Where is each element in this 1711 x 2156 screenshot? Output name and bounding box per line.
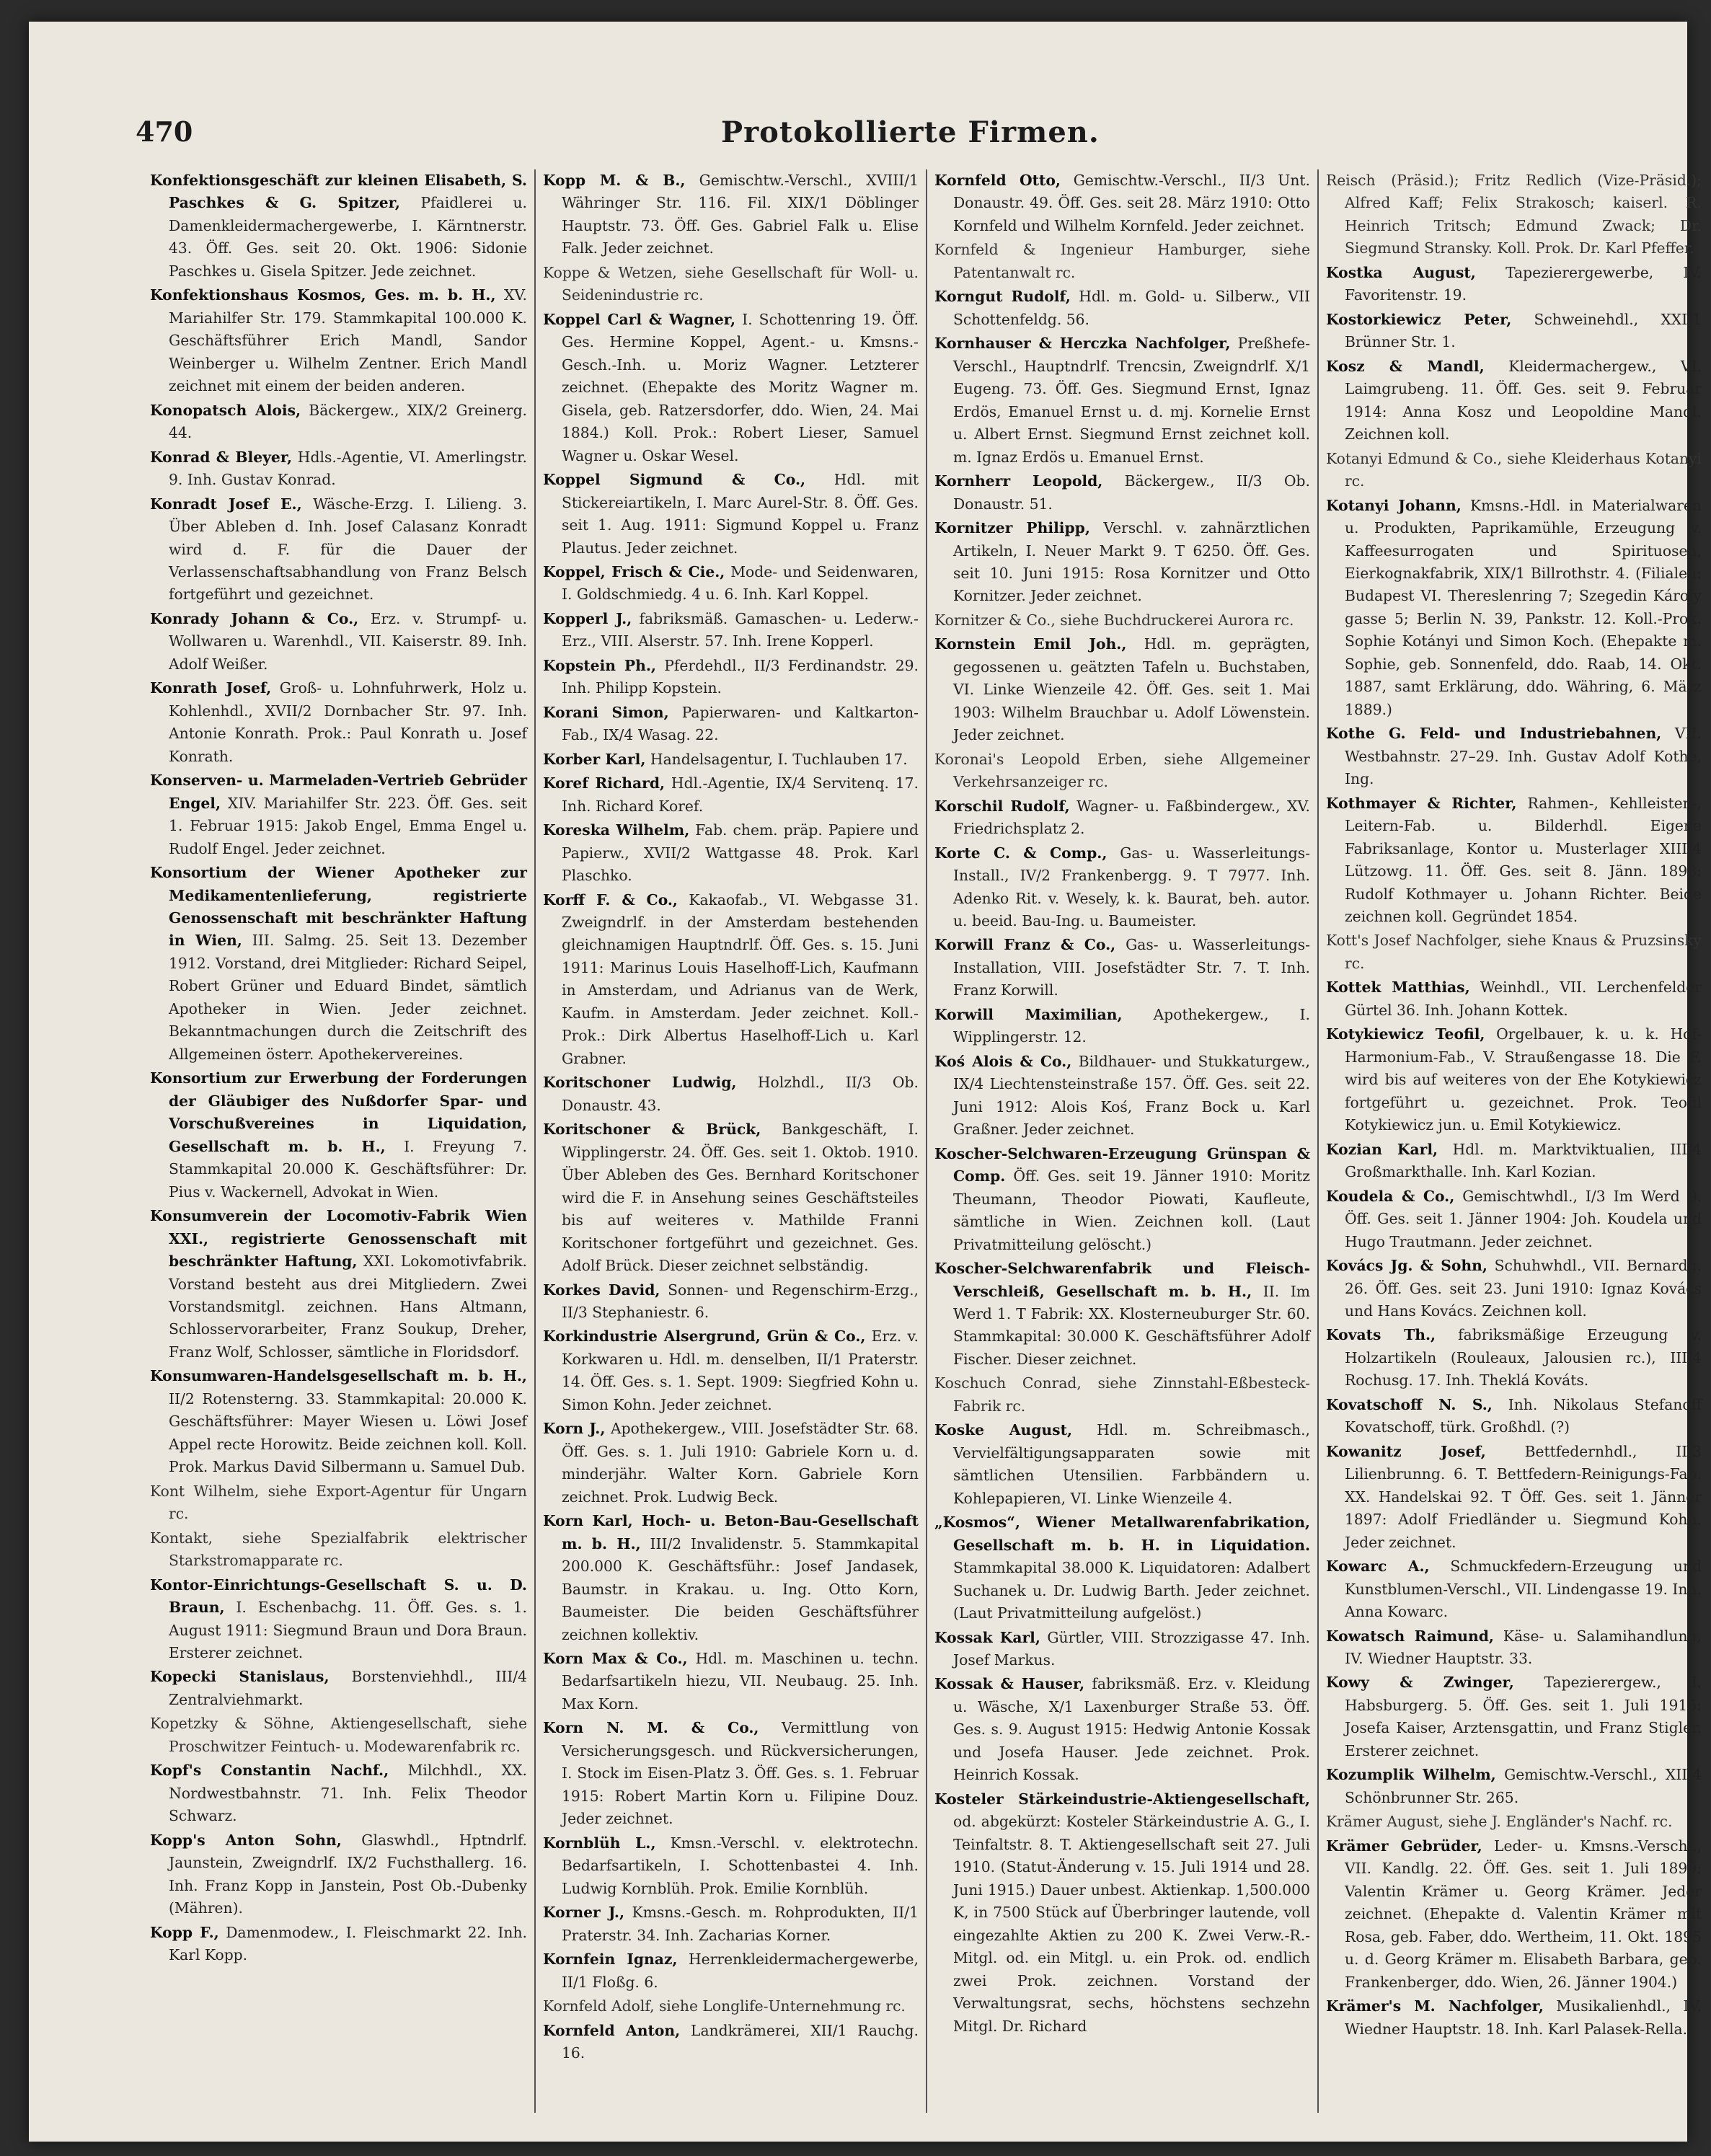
page-number: 470 xyxy=(136,115,193,148)
firm-details: Leder- u. Kmsns.-Verschl., VII. Kandlg. 22. Öff. Ges. seit 1. Juli 1899: Valentin Krämer u. Georg Krämer. Jeder zeichnet. (Ehepakte d. Valentin Krämer mit Rosa, geb. Faber, ddo. Wertheim, 11. Okt. 1895 u. d. Georg Krämer m. Elisabeth Barbara, geb. Frankenberger, ddo. Wien, 26. Jänner 1904.) xyxy=(1345,1837,1702,1991)
firm-entry xyxy=(1326,1625,1702,1671)
firm-entry xyxy=(934,239,1310,284)
firm-entry xyxy=(150,1365,527,1478)
firm-entry xyxy=(1326,1139,1702,1184)
firm-entry xyxy=(1326,1835,1702,1994)
firm-name: Konfektionshaus Kosmos, Ges. m. b. H., xyxy=(150,286,496,304)
firm-details: Glaswhdl., Hptndrlf. Jaunstein, Zweigndrlf. IX/2 Fuchsthallerg. 16. Inh. Franz Kopp in Janstein, Post Ob.-Dubenky (Mähren). xyxy=(169,1831,528,1917)
firm-details: Gemischtw.-Verschl., II/3 Unt. Donaustr. 49. Öff. Ges. seit 28. März 1910: Otto Kornfeld und Wilhelm Kornfeld. Jeder zeichnet. xyxy=(953,172,1310,234)
firm-entry xyxy=(1326,355,1702,446)
page-header xyxy=(29,22,1687,149)
firm-entry xyxy=(543,1279,919,1325)
firm-details: Gas- u. Wasserleitungs-Install., IV/2 Frankenbergg. 9. T 7977. Inh. Adenko Rit. v. Wesely, k. k. Baurat, beh. autor. u. beeid. Bau-Ing. u. Baumeister. xyxy=(953,844,1310,929)
firm-entry xyxy=(543,1948,919,1994)
firm-details: Vermittlung von Versicherungsgesch. und Rückversicherungen, I. Stock im Eisen-Platz 3. Öff. Ges. s. 1. Februar 1915: Robert Martin Korn u. Filipine Douz. Jeder zeichnet. xyxy=(562,1719,919,1828)
directory-page xyxy=(29,22,1702,2142)
firm-entry xyxy=(934,470,1310,516)
firm-entry xyxy=(543,772,919,818)
firm-entry xyxy=(150,1067,527,1203)
firm-entry xyxy=(150,1527,527,1573)
firm-details: III/2 Invalidenstr. 5. Stammkapital 200.000 K. Geschäftsführ.: Josef Jandasek, Baumstr. in Krakau. u. Ing. Otto Korn, Baumeister. Die beiden Geschäftsführer zeichnen kollektiv. xyxy=(562,1534,919,1643)
firm-details: XV. Mariahilfer Str. 179. Stammkapital 100.000 K. Geschäftsführer Erich Mandl, Sandor Weinberger u. Wilhelm Zentner. Erich Mandl zeichnet mit einem der beiden anderen. xyxy=(169,286,527,395)
firm-details: Holzhdl., II/3 Ob. Donaustr. 43. xyxy=(562,1074,919,1114)
cross-reference: Krämer August, siehe J. Engländer's Nachf. rc. xyxy=(1326,1813,1673,1831)
firm-entry xyxy=(543,2020,919,2065)
firm-details: VII. Westbahnstr. 27–29. Inh. Gustav Adolf Kothe, Ing. xyxy=(1345,725,1702,788)
firm-name: Koś Alois & Co., xyxy=(934,1052,1072,1070)
column-4 xyxy=(1317,169,1709,2113)
firm-entry xyxy=(150,1574,527,1665)
firm-name: Kopp's Anton Sohn, xyxy=(150,1831,342,1849)
firm-entry xyxy=(934,169,1310,237)
firm-entry xyxy=(543,169,919,260)
firm-entry xyxy=(543,1648,919,1715)
firm-name: Kornfeld Otto, xyxy=(934,172,1061,189)
firm-entry xyxy=(150,1829,527,1920)
firm-entry xyxy=(543,748,919,771)
firm-details: Gürtler, VIII. Strozzigasse 47. Inh. Josef Markus. xyxy=(953,1628,1310,1669)
firm-details: Rahmen-, Kehlleisten-, Leitern-Fab. u. Bilderhdl. Eigene Fabriksanlage, Kontor u. Musterlager XIII/4 Lützowg. 11. Öff. Ges. seit 8. Jänn. 1898: Rudolf Kothmayer u. Johann Richter. Beide zeichnen koll. Gegründet 1854. xyxy=(1345,794,1702,925)
firm-entry xyxy=(934,332,1310,469)
firm-entry xyxy=(150,493,527,606)
firm-name: Korn Karl, Hoch- u. Beton-Bau-Gesellschaft m. b. H., xyxy=(543,1512,919,1552)
firm-details: I. Freyung 7. Stammkapital 20.000 K. Geschäftsführer: Dr. Pius v. Wackernell, Advokat in Wien. xyxy=(169,1137,527,1201)
firm-details: Groß- u. Lohnfuhrwerk, Holz u. Kohlenhdl., XVII/2 Dornbacher Str. 97. Inh. Antonie Konrath. Prok.: Paul Konrath u. Josef Konrath. xyxy=(169,679,527,765)
firm-details: Apothekergew., VIII. Josefstädter Str. 68. Öff. Ges. s. 1. Juli 1910: Gabriele Korn u. d. minderjähr. Walter Korn. Gabriele Korn zeichnet. Prok. Ludwig Beck. xyxy=(562,1420,919,1506)
firm-name: Kovatschoff N. S., xyxy=(1326,1395,1493,1413)
firm-name: Kozumplik Wilhelm, xyxy=(1326,1766,1496,1784)
firm-details: Musikalienhdl., IV. Wiedner Hauptstr. 18. Inh. Karl Palasek-Rella. xyxy=(1345,1997,1702,2038)
firm-details: Pfaidlerei u. Damenkleidermachergewerbe, I. Kärntnerstr. 43. Öff. Ges. seit 20. Okt. 1906: Sidonie Paschkes u. Gisela Spitzer. Jede zeichnet. xyxy=(169,194,527,280)
firm-details: Erz. v. Strumpf- u. Wollwaren u. Warenhdl., VII. Kaiserstr. 89. Inh. Adolf Weißer. xyxy=(169,609,527,673)
firm-entry xyxy=(543,262,919,307)
firm-entry xyxy=(934,517,1310,608)
firm-details: Hdl. m. Gold- u. Silberw., VII Schottenfeldg. 56. xyxy=(953,288,1310,328)
firm-name: Koref Richard, xyxy=(543,774,666,792)
firm-name: Korani Simon, xyxy=(543,703,669,721)
firm-entry xyxy=(543,1118,919,1277)
firm-name: Korwill Franz & Co., xyxy=(934,936,1116,954)
firm-details: Schmuckfedern-Erzeugung und Kunstblumen-Verschl., VII. Lindengasse 19. Inh. Anna Kowarc. xyxy=(1345,1558,1702,1621)
firm-entry xyxy=(543,702,919,747)
firm-name: Kostka August, xyxy=(1326,263,1476,281)
firm-details: fabriksmäßige Erzeugung v. Holzartikeln (Rouleaux, Jalousien rc.), III/4 Rochusg. 17. Inh. Theklá Kováts. xyxy=(1345,1326,1702,1390)
firm-name: Kotykiewicz Teofil, xyxy=(1326,1025,1485,1043)
firm-entry xyxy=(1326,495,1702,722)
firm-entry xyxy=(934,1788,1310,2038)
firm-name: Korkes David, xyxy=(543,1281,660,1299)
firm-details: II/2 Rotensterng. 33. Stammkapital: 20.000 K. Geschäftsführer: Mayer Wiesen u. Löwi Josef Appel recte Horowitz. Beide zeichnen koll. Koll. Prok. Markus David Silbermann u. Samuel Dub. xyxy=(169,1390,527,1476)
firm-name: Kosz & Mandl, xyxy=(1326,357,1485,375)
firm-details: Gemischtwhdl., I/3 Im Werd 9. Öff. Ges. seit 1. Jänner 1904: Joh. Koudela und Hugo Trautmann. Jeder zeichnet. xyxy=(1345,1187,1702,1250)
firm-entry xyxy=(150,399,527,445)
firm-entry xyxy=(1326,1185,1702,1253)
firm-name: Koske August, xyxy=(934,1421,1073,1439)
firm-entry xyxy=(1326,1555,1702,1623)
firm-entry xyxy=(1326,1671,1702,1762)
firm-entry xyxy=(1326,792,1702,929)
firm-name: Kovats Th., xyxy=(1326,1326,1436,1344)
cross-reference: Kopetzky & Söhne, Aktiengesellschaft, siehe Proschwitzer Feintuch- u. Modewarenfabrik rc. xyxy=(150,1715,527,1755)
firm-details: Kakaofab., VI. Webgasse 31. Zweigndrlf. in der Amsterdam bestehenden gleichnamigen Hauptndrlf. Öff. Ges. s. 15. Juni 1911: Marinus Louis Haselhoff-Lich, Kaufmann in Amsterdam, und Adrianus van de Werk, Kaufm. in Amsterdam. Jeder zeichnet. Koll.-Prok.: Dirk Albertus Haselhoff-Lich u. Karl Grabner. xyxy=(562,891,919,1067)
firm-name: Kontor-Einrichtungs-Gesellschaft S. u. D. Braun, xyxy=(150,1576,527,1617)
firm-details: Orgelbauer, k. u. k. Hof-Harmonium-Fab., V. Straußengasse 18. Die F. wird bis auf weiteres von der Ehe Kotykiewicz fortgeführt u. gezeichnet. Prok. Teofil Kotykiewicz jun. u. Emil Kotykiewicz. xyxy=(1345,1025,1702,1134)
firm-name: Konopatsch Alois, xyxy=(150,401,301,419)
firm-name: Konsortium zur Erwerbung der Forderungen der Gläubiger des Nußdorfer Spar- und Vorschußvereines in Liquidation, Gesellschaft m. b. H., xyxy=(150,1069,527,1155)
firm-name: Konsumverein der Locomotiv-Fabrik Wien XXI., registrierte Genossenschaft mit beschränkter Haftung, xyxy=(150,1207,527,1271)
firm-entry xyxy=(934,1673,1310,1786)
firm-details: Hdl. m. Marktviktualien, III/4 Großmarkthalle. Inh. Karl Kozian. xyxy=(1345,1140,1702,1181)
cross-reference: Kott's Josef Nachfolger, siehe Knaus & Pruzsinsky rc. xyxy=(1326,932,1702,972)
firm-details: Milchhdl., XX. Nordwestbahnstr. 71. Inh. Felix Theodor Schwarz. xyxy=(169,1762,528,1825)
firm-name: Konrady Johann & Co., xyxy=(150,609,359,627)
firm-name: Koritschoner Ludwig, xyxy=(543,1074,737,1092)
firm-name: Kosteler Stärkeindustrie-Aktiengesellschaft, xyxy=(934,1790,1310,1808)
firm-details: II. Im Werd 1. T Fabrik: XX. Klosterneuburger Str. 60. Stammkapital: 30.000 K. Geschäftsführer Adolf Fischer. Dieser zeichnet. xyxy=(953,1282,1310,1368)
firm-name: Koppel Carl & Wagner, xyxy=(543,310,736,328)
firm-name: Korwill Maximilian, xyxy=(934,1005,1123,1023)
firm-entry xyxy=(543,1510,919,1646)
firm-entry xyxy=(543,309,919,467)
firm-name: Kowanitz Josef, xyxy=(1326,1442,1486,1460)
firm-entry xyxy=(934,1627,1310,1672)
firm-details: Fab. chem. präp. Papiere und Papierw., XVII/2 Wattgasse 48. Prok. Karl Plaschko. xyxy=(562,821,919,885)
firm-entry xyxy=(150,608,527,676)
firm-name: Kotanyi Johann, xyxy=(1326,496,1462,514)
firm-name: Kornhauser & Herczka Nachfolger, xyxy=(934,335,1231,353)
entry-columns xyxy=(143,169,1711,2113)
firm-details: Tapezierergew., I. Habsburgerg. 5. Öff. Ges. seit 1. Juli 1915: Josefa Kaiser, Arztensgattin, und Franz Stigler. Ersterer zeichnet. xyxy=(1345,1674,1702,1759)
firm-entry xyxy=(543,561,919,606)
firm-name: „Kosmos“, Wiener Metallwarenfabrikation, Gesellschaft m. b. H. in Liquidation. xyxy=(934,1514,1310,1554)
firm-details: Hdl. m. Maschinen u. techn. Bedarfsartikeln hiezu, VII. Neubaug. 25. Inh. Max Korn. xyxy=(562,1650,919,1713)
firm-entry xyxy=(1326,1764,1702,1809)
firm-details: Borstenviehhdl., III/4 Zentralviehmarkt. xyxy=(169,1668,527,1708)
firm-name: Koscher-Selchwaren-Erzeugung Grünspan & Comp. xyxy=(934,1144,1310,1185)
firm-details: III. Salmg. 25. Seit 13. Dezember 1912. Vorstand, drei Mitglieder: Richard Seipel, Robert Grüner und Eduard Bindet, sämtlich Apotheker in Wien. Jeder zeichnet. Bekanntmachungen durch die Zeitschrift des Allgemeinen österr. Apothekervereines. xyxy=(169,932,527,1063)
running-title: Protokollierte Firmen. xyxy=(721,115,1100,149)
firm-name: Korte C. & Comp., xyxy=(934,844,1107,862)
firm-details: Käse- u. Salamihandlung, IV. Wiedner Hauptstr. 33. xyxy=(1345,1627,1702,1667)
firm-entry xyxy=(1326,1995,1702,2041)
firm-details: Schuhwhdl., VII. Bernardg. 26. Öff. Ges. seit 23. Juni 1910: Ignaz Kovács und Hans Kovács. Zeichnen koll. xyxy=(1345,1257,1702,1320)
firm-entry xyxy=(150,769,527,860)
firm-entry xyxy=(150,1480,527,1526)
firm-name: Konfektionsgeschäft zur kleinen Elisabeth, S. Paschkes & G. Spitzer, xyxy=(150,172,527,212)
firm-name: Kostorkiewicz Peter, xyxy=(1326,310,1512,328)
firm-name: Korff F. & Co., xyxy=(543,891,678,909)
firm-details: Bankgeschäft, I. Wipplingerstr. 24. Öff. Ges. seit 1. Oktob. 1910. Über Ableben des Ges. Bernhard Koritschoner wird die F. in Ansehung seines Geschäftsteiles bis auf weiteres v. Mathilde Franni Koritschoner fortgeführt und gezeichnet. Ges. Adolf Brück. Dieser zeichnet selbständig. xyxy=(562,1121,919,1275)
firm-details: Verschl. v. zahnärztlichen Artikeln, I. Neuer Markt 9. T 6250. Öff. Ges. seit 10. Juni 1915: Rosa Kornitzer und Otto Kornitzer. Jeder zeichnet. xyxy=(953,519,1310,605)
firm-details: Erz. v. Korkwaren u. Hdl. m. denselben, II/1 Praterstr. 14. Öff. Ges. s. 1. Sept. 1909: Siegfried Kohn u. Simon Kohn. Jeder zeichnet. xyxy=(562,1327,919,1413)
firm-details: Bäckergew., XIX/2 Greinerg. 44. xyxy=(169,401,527,442)
firm-entry xyxy=(1326,1394,1702,1439)
firm-entry xyxy=(934,633,1310,746)
firm-name: Kornherr Leopold, xyxy=(934,472,1103,490)
firm-details: Hdl. m. Schreibmasch., Vervielfältigungsapparaten sowie mit sämtlichen Utensilien. Farbbändern u. Kohlepapieren, VI. Linke Wienzeile 4. xyxy=(953,1421,1310,1507)
firm-details: Bildhauer- und Stukkaturgew., IX/4 Liechtensteinstraße 157. Öff. Ges. seit 22. Juni 1912: Alois Koś, Franz Bock u. Karl Graßner. Jeder zeichnet. xyxy=(953,1052,1310,1139)
firm-entry xyxy=(543,469,919,560)
firm-entry xyxy=(934,842,1310,933)
firm-name: Konrad & Bleyer, xyxy=(150,448,293,466)
firm-name: Kowy & Zwinger, xyxy=(1326,1674,1514,1692)
firm-entry xyxy=(1326,262,1702,307)
cross-reference: Kont Wilhelm, siehe Export-Agentur für Ungarn rc. xyxy=(150,1482,527,1523)
firm-name: Kornstein Emil Joh., xyxy=(934,635,1127,653)
firm-entry xyxy=(934,609,1310,632)
firm-entry xyxy=(1326,1441,1702,1554)
firm-details: XXI. Lokomotivfabrik. Vorstand besteht aus drei Mitgliedern. Zwei Vorstandsmitgl. zeichnen. Hans Altmann, Schlosservorarbeiter, Franz Soukup, Dreher, Franz Wolf, Schlosser, sämtliche in Floridsdorf. xyxy=(169,1252,528,1361)
firm-name: Korner J., xyxy=(543,1904,625,1922)
firm-entry xyxy=(1326,1023,1702,1136)
firm-details: I. Schottenring 19. Öff. Ges. Hermine Koppel, Agent.- u. Kmsns.-Gesch.-Inh. u. Moriz Wagner. Letzterer zeichnet. (Ehepakte des Moritz Wagner m. Gisela, geb. Ratzersdorfer, ddo. Wien, 24. Mai 1884.) Koll. Prok.: Robert Lieser, Samuel Wagner u. Oskar Wesel. xyxy=(562,310,919,464)
firm-entry xyxy=(543,1717,919,1830)
firm-entry xyxy=(1326,1324,1702,1392)
firm-entry xyxy=(1326,929,1702,975)
firm-details: Hdl.-Agentie, IX/4 Servitenq. 17. Inh. Richard Koref. xyxy=(562,774,919,815)
firm-details: Weinhdl., VII. Lerchenfelder Gürtel 36. Inh. Johann Kottek. xyxy=(1345,978,1702,1019)
firm-entry xyxy=(150,446,527,492)
firm-entry xyxy=(1326,976,1702,1022)
firm-entry xyxy=(934,795,1310,841)
firm-entry xyxy=(934,286,1310,331)
firm-details: Apothekergew., I. Wipplingerstr. 12. xyxy=(953,1005,1310,1046)
firm-name: Kopstein Ph., xyxy=(543,656,656,674)
firm-name: Kornfeld Anton, xyxy=(543,2021,681,2039)
firm-name: Kowatsch Raimund, xyxy=(1326,1627,1494,1645)
firm-details: Papierwaren- und Kaltkarton-Fab., IX/4 Wasag. 22. xyxy=(562,703,919,744)
firm-name: Kopp M. & B., xyxy=(543,172,686,189)
firm-details: Bäckergew., II/3 Ob. Donaustr. 51. xyxy=(953,472,1310,513)
firm-details: I. Eschenbachg. 11. Öff. Ges. s. 1. August 1911: Siegmund Braun und Dora Braun. Ersterer zeichnet. xyxy=(169,1599,527,1661)
firm-entry xyxy=(1326,169,1702,260)
firm-name: Kovács Jg. & Sohn, xyxy=(1326,1257,1487,1275)
firm-entry xyxy=(150,1666,527,1711)
firm-entry xyxy=(543,1995,919,2018)
firm-name: Kozian Karl, xyxy=(1326,1140,1438,1158)
firm-entry xyxy=(543,819,919,887)
firm-entry xyxy=(543,1901,919,1947)
firm-entry xyxy=(1326,723,1702,790)
firm-entry xyxy=(150,1713,527,1758)
firm-name: Kornblüh L., xyxy=(543,1834,656,1852)
firm-entry xyxy=(150,169,527,283)
firm-entry xyxy=(150,1922,527,1967)
firm-details: Handelsagentur, I. Tuchlauben 17. xyxy=(650,750,908,768)
firm-details: Pferdehdl., II/3 Ferdinandstr. 29. Inh. Philipp Kopstein. xyxy=(562,656,919,697)
firm-name: Kopecki Stanislaus, xyxy=(150,1668,330,1686)
firm-details: Kleidermachergew., VI. Laimgrubeng. 11. Öff. Ges. seit 9. Februar 1914: Anna Kosz und Leopoldine Mandl. Zeichnen koll. xyxy=(1345,357,1702,443)
firm-details: Hdls.-Agentie, VI. Amerlingstr. 9. Inh. Gustav Konrad. xyxy=(169,448,527,489)
firm-entry xyxy=(934,1051,1310,1141)
firm-name: Kothmayer & Richter, xyxy=(1326,794,1517,812)
firm-details: Hdl. m. geprägten, gegossenen u. geätzten Tafeln u. Buchstaben, VI. Linke Wienzeile 42. Öff. Ges. seit 1. Mai 1903: Wilhelm Brauchbar u. Adolf Löwenstein. Jeder zeichnet. xyxy=(953,635,1310,744)
firm-entry xyxy=(150,862,527,1066)
firm-name: Korngut Rudolf, xyxy=(934,288,1071,306)
firm-details: Schweinehdl., XXI/1 Brünner Str. 1. xyxy=(1345,310,1702,351)
firm-details: Herrenkleidermachergewerbe, II/1 Floßg. 6. xyxy=(562,1950,919,1991)
firm-name: Kornitzer Philipp, xyxy=(934,519,1090,537)
firm-entry xyxy=(934,1004,1310,1049)
firm-name: Kossak Karl, xyxy=(934,1628,1040,1646)
firm-name: Koritschoner & Brück, xyxy=(543,1121,761,1139)
firm-entry xyxy=(934,1258,1310,1371)
firm-name: Korn J., xyxy=(543,1420,606,1438)
firm-entry xyxy=(150,284,527,397)
firm-entry xyxy=(934,1419,1310,1510)
column-1 xyxy=(143,169,534,2113)
firm-name: Konrath Josef, xyxy=(150,679,272,697)
firm-details: Stammkapital 38.000 K. Liquidatoren: Adalbert Suchanek u. Dr. Ludwig Barth. Jeder zeichnet. (Laut Privatmitteilung aufgelöst.) xyxy=(953,1559,1310,1622)
firm-name: Kopf's Constantin Nachf., xyxy=(150,1762,389,1780)
firm-entry xyxy=(934,1511,1310,1625)
firm-entry xyxy=(150,1759,527,1827)
firm-name: Korn N. M. & Co., xyxy=(543,1719,759,1737)
firm-entry xyxy=(934,1143,1310,1256)
firm-entry xyxy=(543,608,919,653)
firm-details: od. abgekürzt: Kosteler Stärkeindustrie A. G., I. Teinfaltstr. 8. T. Aktiengesellschaft seit 27. Juli 1910. (Statut-Änderung v. 15. Juli 1914 und 28. Juni 1915.) Dauer unbest. Aktienkap. 1,500.000 K, in 7500 Stück auf Überbringer lautende, voll eingezahlte Aktien zu 200 K. Zwei Verw.-R.-Mitgl. od. ein Mitgl. u. ein Prok. od. endlich zwei Prok. zeichnen. Vorstand der Verwaltungsrat, sechs, höchstens sechzehn Mitgl. Dr. Richard xyxy=(953,1813,1310,2035)
firm-details: Inh. Nikolaus Stefanoff Kovatschoff, türk. Großhdl. (?) xyxy=(1345,1395,1702,1436)
firm-details: Damenmodew., I. Fleischmarkt 22. Inh. Karl Kopp. xyxy=(169,1923,527,1964)
firm-entry xyxy=(934,934,1310,1002)
firm-name: Kowarc A., xyxy=(1326,1558,1430,1576)
firm-name: Korschil Rudolf, xyxy=(934,797,1070,815)
firm-details: Wäsche-Erzg. I. Lilieng. 3. Über Ableben d. Inh. Josef Calasanz Konradt wird d. F. für die Dauer der Verlassenschaftsabhandlung von Franz Belsch fortgeführt und gezeichnet. xyxy=(169,495,528,604)
cross-reference: Koronai's Leopold Erben, siehe Allgemeiner Verkehrsanzeiger rc. xyxy=(934,750,1310,791)
firm-entry xyxy=(1326,1811,1702,1833)
firm-name: Kopp F., xyxy=(150,1923,219,1941)
cross-reference: Kornfeld Adolf, siehe Longlife-Unternehmung rc. xyxy=(543,1997,906,2015)
firm-name: Konserven- u. Marmeladen-Vertrieb Gebrüder Engel, xyxy=(150,772,527,812)
firm-name: Krämer's M. Nachfolger, xyxy=(1326,1997,1544,2015)
cross-reference: Kornitzer & Co., siehe Buchdruckerei Aurora rc. xyxy=(934,611,1294,629)
firm-details: Kmsns.-Gesch. m. Rohprodukten, II/1 Praterstr. 34. Inh. Zacharias Korner. xyxy=(562,1904,919,1944)
firm-name: Konsortium der Wiener Apotheker zur Medikamentenlieferung, registrierte Genossenschaft mit beschränkter Haftung in Wien, xyxy=(150,864,527,950)
firm-details: Mode- und Seidenwaren, I. Goldschmiedg. 4 u. 6. Inh. Karl Koppel. xyxy=(562,562,919,604)
firm-details: fabriksmäß. Erz. v. Kleidung u. Wäsche, X/1 Laxenburger Straße 53. Öff. Ges. s. 9. August 1915: Hedwig Antonie Kossak und Josefa Hauser. Jede zeichnet. Prok. Heinrich Kossak. xyxy=(953,1675,1311,1784)
firm-details: Öff. Ges. seit 19. Jänner 1910: Moritz Theumann, Theodor Piowati, Kaufleute, sämtliche in Wien. Zeichnen koll. (Laut Privatmitteilung gelöscht.) xyxy=(953,1167,1310,1253)
firm-name: Koscher-Selchwarenfabrik und Fleisch-Verschleiß, Gesellschaft m. b. H., xyxy=(934,1260,1310,1300)
cross-reference: Koschuch Conrad, siehe Zinnstahl-Eßbesteck-Fabrik rc. xyxy=(934,1374,1310,1415)
firm-name: Kottek Matthias, xyxy=(1326,978,1470,997)
firm-entry xyxy=(543,1072,919,1117)
firm-details: Tapezierergewerbe, IV. Favoritenstr. 19. xyxy=(1345,263,1702,304)
firm-name: Kornfein Ignaz, xyxy=(543,1950,678,1969)
firm-details: Bettfedernhdl., II/3 Lilienbrunng. 6. T. Bettfedern-Reinigungs-Fab. XX. Handelskai 92. T Öff. Ges. seit 1. Jänner 1897: Adolf Friedländer u. Siegmund Kohn. Jeder zeichnet. xyxy=(1345,1442,1702,1551)
firm-name: Kopperl J., xyxy=(543,609,632,627)
firm-name: Korkindustrie Alsergrund, Grün & Co., xyxy=(543,1327,866,1346)
firm-entry xyxy=(934,1372,1310,1418)
firm-name: Koppel, Frisch & Cie., xyxy=(543,562,725,580)
firm-name: Korn Max & Co., xyxy=(543,1650,688,1667)
firm-name: Konradt Josef E., xyxy=(150,495,302,513)
cross-reference: Reisch (Präsid.); Fritz Redlich (Vize-Präsid.); Alfred Kaff; Felix Strakosch; kaiserl. R. Heinrich Tritsch; Edmund Zwack; Dr. Siegmund Stransky. Koll. Prok. Dr. Karl Pfeffer. xyxy=(1326,172,1702,257)
firm-details: Wagner- u. Faßbindergew., XV. Friedrichsplatz 2. xyxy=(953,797,1311,838)
firm-entry xyxy=(543,655,919,700)
column-2 xyxy=(534,169,926,2113)
firm-entry xyxy=(543,1832,919,1900)
firm-name: Krämer Gebrüder, xyxy=(1326,1837,1482,1855)
firm-details: XIV. Mariahilfer Str. 223. Öff. Ges. seit 1. Februar 1915: Jakob Engel, Emma Engel u. Rudolf Engel. Jeder zeichnet. xyxy=(169,794,528,857)
cross-reference: Kotanyi Edmund & Co., siehe Kleiderhaus Kotanyi rc. xyxy=(1326,449,1702,490)
firm-entry xyxy=(934,748,1310,794)
firm-name: Koreska Wilhelm, xyxy=(543,821,690,839)
firm-details: fabriksmäß. Gamaschen- u. Lederw.-Erz., VIII. Alserstr. 57. Inh. Irene Kopperl. xyxy=(562,609,919,650)
firm-entry xyxy=(1326,309,1702,354)
cross-reference: Kontakt, siehe Spezialfabrik elektrischer Starkstromapparate rc. xyxy=(150,1529,527,1570)
firm-details: Hdl. mit Stickereiartikeln, I. Marc Aurel-Str. 8. Öff. Ges. seit 1. Aug. 1911: Sigmund Koppel u. Franz Plautus. Jeder zeichnet. xyxy=(562,471,919,557)
firm-entry xyxy=(150,677,527,768)
firm-details: Sonnen- und Regenschirm-Erzg., II/3 Stephaniestr. 6. xyxy=(562,1281,919,1321)
cross-reference: Koppe & Wetzen, siehe Gesellschaft für Woll- u. Seidenindustrie rc. xyxy=(543,263,919,304)
firm-name: Konsumwaren-Handelsgesellschaft m. b. H., xyxy=(150,1367,527,1385)
firm-details: Gas- u. Wasserleitungs-Installation, VIII. Josefstädter Str. 7. T. Inh. Franz Korwill. xyxy=(953,936,1310,999)
firm-entry xyxy=(543,889,919,1071)
firm-entry xyxy=(543,1418,919,1508)
firm-details: Kmsn.-Verschl. v. elektrotechn. Bedarfsartikeln, I. Schottenbastei 4. Inh. Ludwig Kornblüh. Prok. Emilie Kornblüh. xyxy=(562,1834,919,1897)
firm-details: Preßhefe-Verschl., Hauptndrlf. Trencsin, Zweigndrlf. X/1 Eugeng. 73. Öff. Ges. Siegmund Ernst, Ignaz Erdös, Emanuel Ernst u. d. mj. Kornelie Ernst u. Albert Ernst. Siegmund Ernst zeichnet koll. m. Ignaz Erdös u. Emanuel Ernst. xyxy=(953,335,1310,466)
column-3 xyxy=(926,169,1317,2113)
firm-details: Gemischtw.-Verschl., XII/4 Schönbrunner Str. 265. xyxy=(1345,1766,1702,1806)
firm-name: Korber Karl, xyxy=(543,750,646,768)
firm-entry xyxy=(1326,448,1702,493)
firm-name: Koudela & Co., xyxy=(1326,1187,1455,1205)
firm-details: Kmsns.-Hdl. in Materialwaren u. Produkten, Paprikamühle, Erzeugung v. Kaffeesurrogaten und Spirituosen, Eierkognakfabrik, XIX/1 Billrothstr. 4. (Filialen: Budapest VI. Thereslenring 7; Szegedin Károly gasse 5; Berlin N. 39, Pankstr. 12. Koll.-Prok. Sophie Kotányi und Simon Koch. (Ehepakte m. Sophie, geb. Sonnenfeld, ddo. Raab, 14. Okt. 1887, samt Erklärung, ddo. Währing, 6. März 1889.) xyxy=(1345,496,1702,718)
firm-name: Kossak & Hauser, xyxy=(934,1675,1085,1693)
firm-details: Gemischtw.-Verschl., XVIII/1 Währinger Str. 116. Fil. XIX/1 Döblinger Hauptstr. 73. Öff. Ges. Gabriel Falk u. Elise Falk. Jeder zeichnet. xyxy=(562,172,919,257)
firm-name: Koppel Sigmund & Co., xyxy=(543,471,806,489)
firm-entry xyxy=(150,1205,527,1364)
firm-details: Landkrämerei, XII/1 Rauchg. 16. xyxy=(562,2021,919,2062)
cross-reference: Kornfeld & Ingenieur Hamburger, siehe Patentanwalt rc. xyxy=(934,241,1310,281)
firm-name: Kothe G. Feld- und Industriebahnen, xyxy=(1326,725,1662,743)
firm-entry xyxy=(1326,1255,1702,1322)
firm-entry xyxy=(543,1325,919,1416)
